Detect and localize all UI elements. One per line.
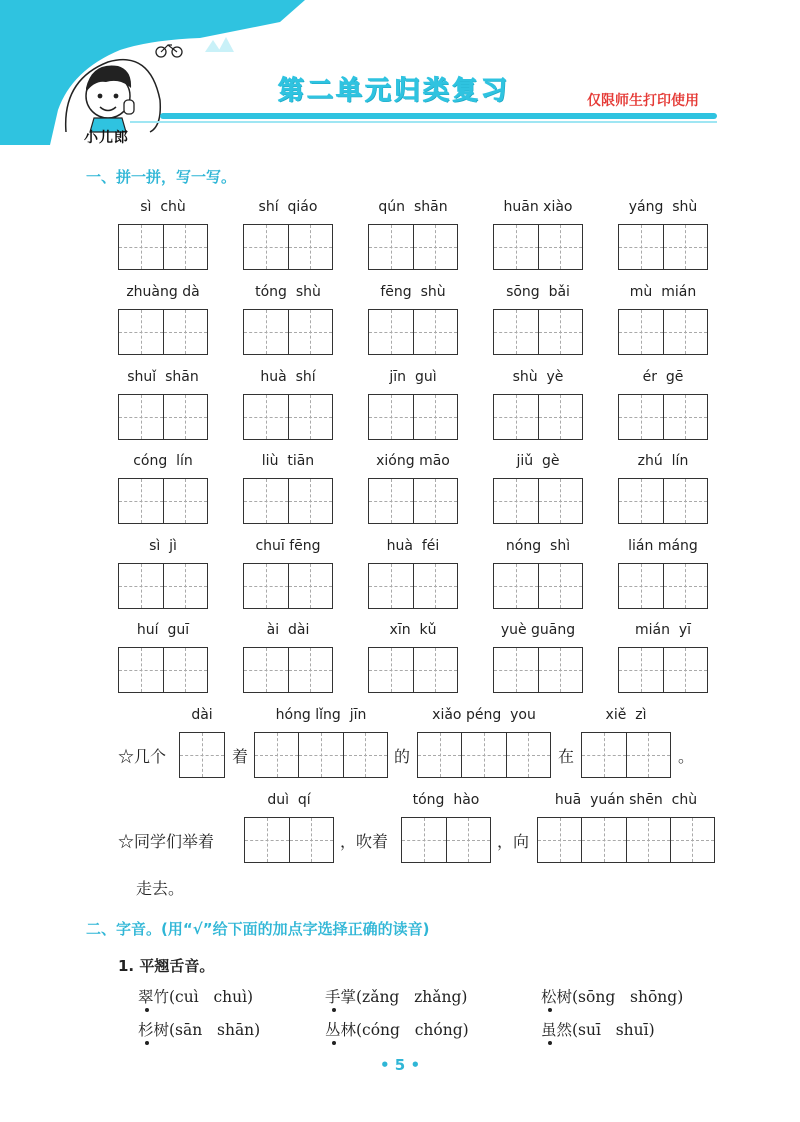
writing-grid[interactable] xyxy=(618,478,708,524)
sentence-text: ，吹着 xyxy=(340,832,389,851)
pinyin-label: cóng lín xyxy=(133,453,193,469)
writing-grid[interactable] xyxy=(368,224,458,270)
pinyin-label: shù yè xyxy=(512,369,564,385)
writing-grid[interactable] xyxy=(118,478,208,524)
writing-grid[interactable] xyxy=(243,309,333,355)
writing-grid[interactable] xyxy=(493,563,583,609)
emphasis-dot xyxy=(145,1008,149,1012)
pinyin-label: sì chù xyxy=(140,199,186,215)
writing-grid[interactable] xyxy=(581,732,671,778)
writing-grid[interactable] xyxy=(618,224,708,270)
writing-grid[interactable] xyxy=(243,394,333,440)
sentence-text: 走去。 xyxy=(136,879,185,898)
pinyin-label: tóng hào xyxy=(412,792,480,808)
pinyin-label: qún shān xyxy=(378,199,448,215)
writing-grid[interactable] xyxy=(618,394,708,440)
writing-grid[interactable] xyxy=(493,478,583,524)
writing-grid[interactable] xyxy=(118,563,208,609)
pinyin-label: tóng shù xyxy=(255,284,321,300)
emphasis-dot xyxy=(145,1041,149,1045)
pinyin-label: dài xyxy=(191,707,213,723)
pinyin-label: shuǐ shān xyxy=(127,369,199,385)
pinyin-label: jiǔ gè xyxy=(516,453,560,469)
writing-grid[interactable] xyxy=(618,309,708,355)
subsection-title: 1. 平翘舌音。 xyxy=(118,957,215,975)
pinyin-label: zhuàng dà xyxy=(126,284,200,300)
writing-grid[interactable] xyxy=(493,647,583,693)
pinyin-label: zhú lín xyxy=(637,453,689,469)
emphasis-dot xyxy=(332,1041,336,1045)
pinyin-label: nóng shì xyxy=(505,538,571,554)
pinyin-label: lián máng xyxy=(628,538,698,554)
title-underline-light xyxy=(130,121,717,123)
sentence-text: 的 xyxy=(394,747,411,766)
writing-grid[interactable] xyxy=(493,309,583,355)
pronunciation-choice[interactable]: 虽然(suī shuī) xyxy=(541,1021,655,1039)
sentence-text: ，向 xyxy=(497,832,530,851)
page-title: 第二单元归类复习 xyxy=(278,76,511,106)
pinyin-label: hóng lǐng jīn xyxy=(275,707,367,723)
section-2-title: 二、字音。(用“√”给下面的加点字选择正确的读音) xyxy=(86,920,430,938)
pronunciation-choice[interactable]: 翠竹(cuì chuì) xyxy=(138,988,254,1006)
pinyin-label: huà shí xyxy=(260,369,316,385)
emphasis-dot xyxy=(548,1041,552,1045)
writing-grid[interactable] xyxy=(537,817,715,863)
writing-grid[interactable] xyxy=(179,732,225,778)
writing-grid[interactable] xyxy=(368,309,458,355)
pinyin-label: ér gē xyxy=(642,369,684,385)
usage-notice: 仅限师生打印使用 xyxy=(587,93,699,109)
writing-grid[interactable] xyxy=(243,478,333,524)
sentence-text: 在 xyxy=(558,747,575,766)
writing-grid[interactable] xyxy=(254,732,388,778)
writing-grid[interactable] xyxy=(368,478,458,524)
pinyin-label: sōng bǎi xyxy=(506,284,570,300)
writing-grid[interactable] xyxy=(243,224,333,270)
pinyin-label: ài dài xyxy=(266,622,310,638)
pinyin-label: duì qí xyxy=(267,792,311,808)
emphasis-dot xyxy=(548,1008,552,1012)
title-underline xyxy=(160,113,717,119)
emphasis-dot xyxy=(332,1008,336,1012)
writing-grid[interactable] xyxy=(417,732,551,778)
writing-grid[interactable] xyxy=(493,394,583,440)
pinyin-label: chuī fēng xyxy=(255,538,321,554)
writing-grid[interactable] xyxy=(118,394,208,440)
pinyin-label: mù mián xyxy=(629,284,697,300)
writing-grid[interactable] xyxy=(493,224,583,270)
writing-grid[interactable] xyxy=(618,647,708,693)
pinyin-label: xiǎo péng you xyxy=(432,707,536,723)
pinyin-label: yuè guāng xyxy=(500,622,576,638)
writing-grid[interactable] xyxy=(243,563,333,609)
sentence-text: ☆同学们举着 xyxy=(118,832,215,851)
mascot-label: 小儿郎 xyxy=(84,130,129,146)
writing-grid[interactable] xyxy=(368,647,458,693)
pinyin-label: xiě zì xyxy=(605,707,647,723)
sentence-text: ☆几个 xyxy=(118,747,167,766)
pinyin-label: jīn guì xyxy=(389,369,437,385)
pinyin-label: huí guī xyxy=(136,622,190,638)
sentence-text: 着 xyxy=(232,747,249,766)
pinyin-label: huà féi xyxy=(386,538,440,554)
writing-grid[interactable] xyxy=(618,563,708,609)
sentence-end: 。 xyxy=(678,747,695,766)
writing-grid[interactable] xyxy=(118,224,208,270)
writing-grid[interactable] xyxy=(118,309,208,355)
section-1-title: 一、拼一拼，写一写。 xyxy=(86,168,237,186)
header-decoration xyxy=(0,0,310,145)
pinyin-label: xióng māo xyxy=(376,453,450,469)
writing-grid[interactable] xyxy=(368,563,458,609)
pinyin-label: shí qiáo xyxy=(258,199,318,215)
writing-grid[interactable] xyxy=(118,647,208,693)
writing-grid[interactable] xyxy=(244,817,334,863)
pinyin-label: liù tiān xyxy=(261,453,315,469)
pinyin-label: huā yuán shēn chù xyxy=(554,792,698,808)
page-number: • 5 • xyxy=(379,1056,421,1074)
pinyin-label: huān xiào xyxy=(503,199,573,215)
writing-grid[interactable] xyxy=(368,394,458,440)
pronunciation-choice[interactable]: 手掌(zǎng zhǎng) xyxy=(325,988,468,1006)
pronunciation-choice[interactable]: 松树(sōng shōng) xyxy=(541,988,684,1006)
writing-grid[interactable] xyxy=(401,817,491,863)
pinyin-label: sì jì xyxy=(149,538,177,554)
writing-grid[interactable] xyxy=(243,647,333,693)
pronunciation-choice[interactable]: 杉树(sān shān) xyxy=(138,1021,261,1039)
pinyin-label: yáng shù xyxy=(628,199,698,215)
pinyin-label: fēng shù xyxy=(380,284,446,300)
pinyin-label: xīn kǔ xyxy=(389,622,437,638)
pronunciation-choice[interactable]: 丛林(cóng chóng) xyxy=(325,1021,469,1039)
pinyin-label: mián yī xyxy=(634,622,692,638)
